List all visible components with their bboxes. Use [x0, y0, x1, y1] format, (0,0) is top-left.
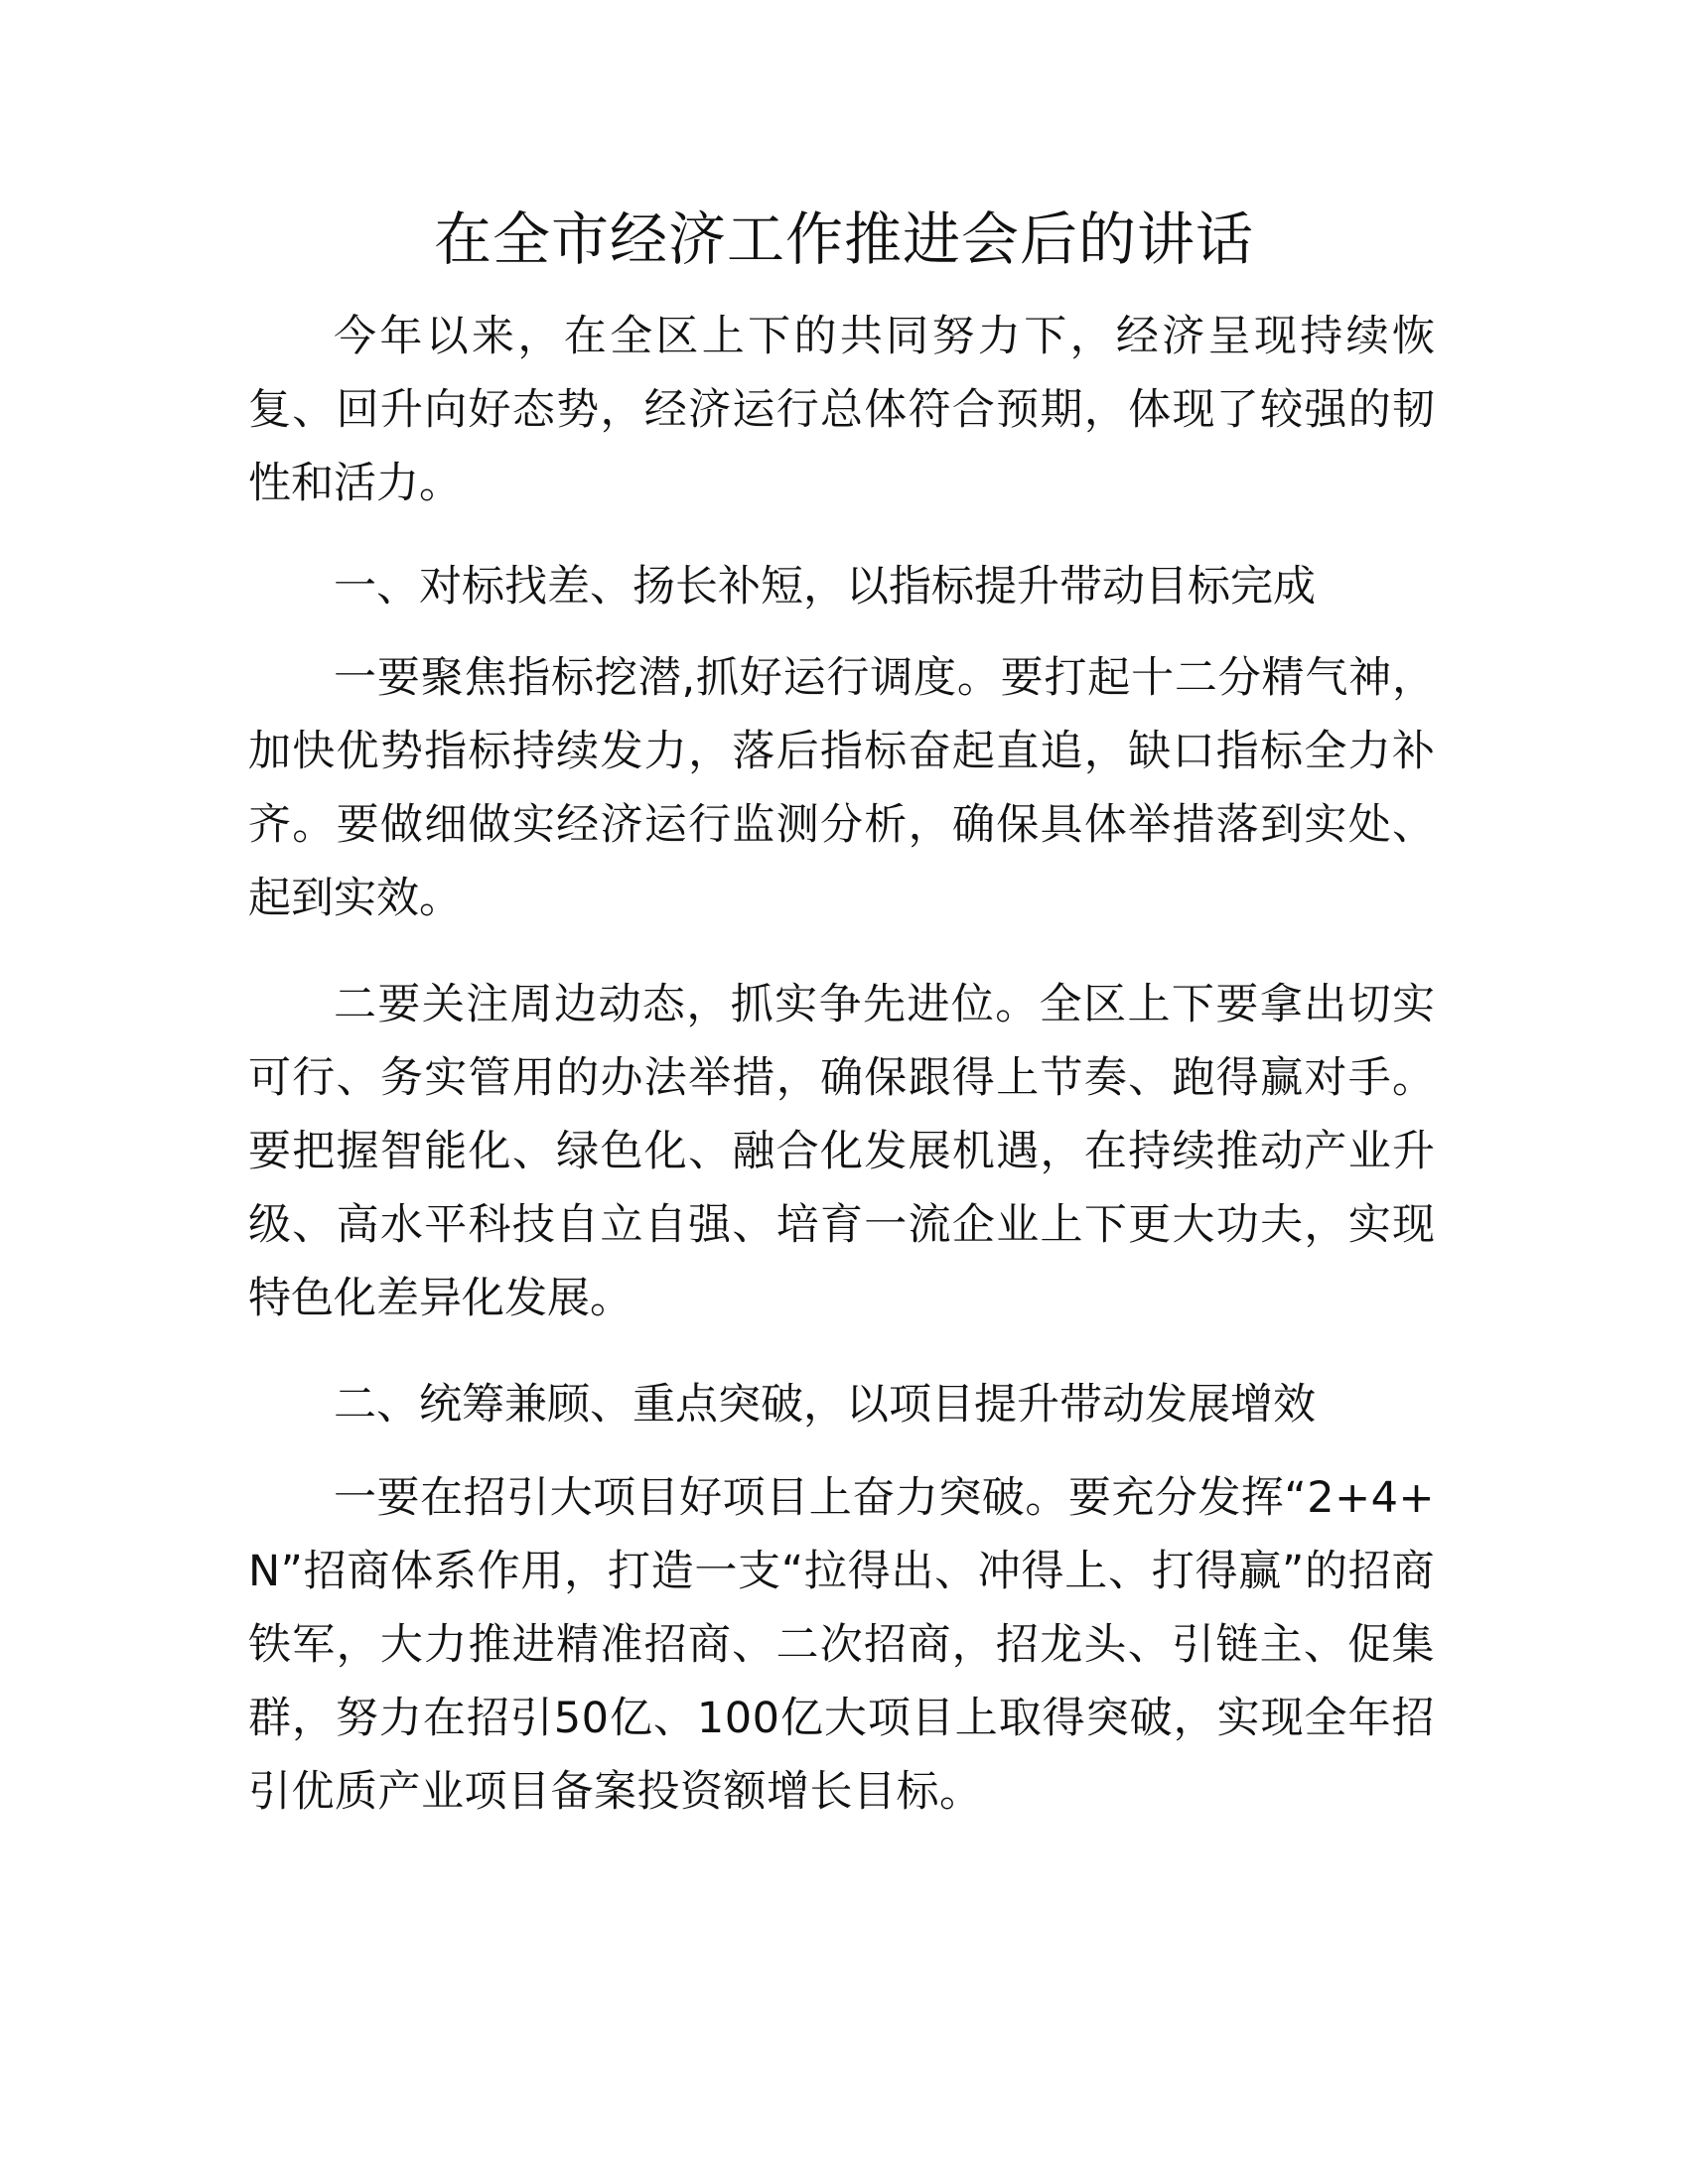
document-title: 在全市经济工作推进会后的讲话: [433, 205, 1254, 273]
section-1-item-1-paragraph: 一要聚焦指标挖潜,抓好运行调度。要打起十二分精气神，加快优势指标持续发力，落后指标奋起直追，缺口指标全力补齐。要做细做实经济运行监测分析，确保具体举措落到实处、起到实效。: [248, 653, 1435, 923]
section-2-heading: 二、统筹兼顾、重点突破，以项目提升带动发展增效: [334, 1380, 1316, 1430]
section-2-item-1-paragraph: 一要在招引大项目好项目上奋力突破。要充分发挥“2+4+N”招商体系作用，打造一支“拉得出、冲得上、打得赢”的招商铁军，大力推进精准招商、二次招商，招龙头、引链主、促集群，努力在招引50亿、100亿大项目上取得突破，实现全年招引优质产业项目备案投资额增长目标。: [248, 1473, 1435, 1817]
section-1-heading: 一、对标找差、扬长补短，以指标提升带动目标完成: [334, 562, 1316, 612]
intro-paragraph: 今年以来，在全区上下的共同努力下，经济呈现持续恢复、回升向好态势，经济运行总体符合预期，体现了较强的韧性和活力。: [248, 312, 1435, 508]
section-1-item-2-paragraph: 二要关注周边动态，抓实争先进位。全区上下要拿出切实可行、务实管用的办法举措，确保跟得上节奏、跑得赢对手。要把握智能化、绿色化、融合化发展机遇，在持续推动产业升级、高水平科技自立自强、培育一流企业上下更大功夫，实现特色化差异化发展。: [248, 980, 1435, 1323]
